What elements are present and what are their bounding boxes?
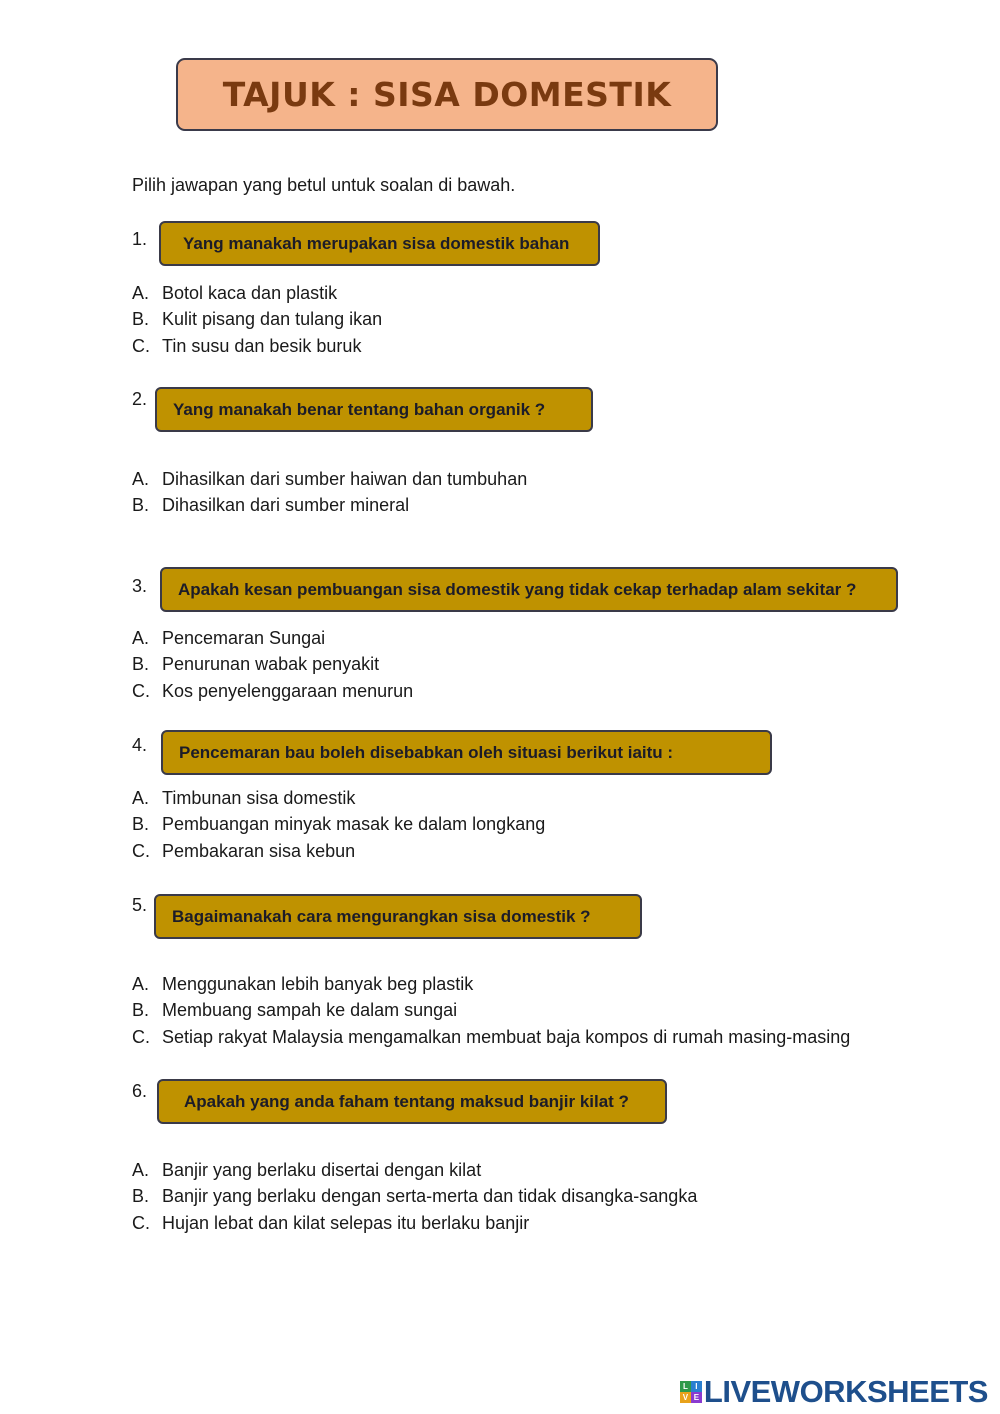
option-text: Tin susu dan besik buruk xyxy=(162,335,362,356)
option-item[interactable] xyxy=(132,971,850,998)
option-text: Dihasilkan dari sumber haiwan dan tumbuhan xyxy=(162,468,528,489)
option-item[interactable] xyxy=(132,1184,697,1211)
option-text: Menggunakan lebih banyak beg plastik xyxy=(162,973,474,994)
option-letter: B. xyxy=(132,309,150,330)
question-number: 4. xyxy=(132,735,148,755)
option-letter: C. xyxy=(132,840,150,861)
option-text: Pencemaran Sungai xyxy=(162,627,326,648)
question-box-5: Bagaimanakah cara mengurangkan sisa domestik ? xyxy=(154,894,642,939)
option-letter: C. xyxy=(132,680,150,701)
logo-tile: V xyxy=(680,1392,691,1403)
option-item[interactable] xyxy=(132,466,527,493)
option-letter: A. xyxy=(132,973,150,994)
question-number: 3. xyxy=(132,576,148,596)
logo-tile: I xyxy=(691,1381,702,1392)
option-item[interactable] xyxy=(132,1210,697,1237)
page-title: TAJUK : SISA DOMESTIK xyxy=(222,75,672,114)
option-letter: B. xyxy=(132,1186,150,1207)
option-item[interactable] xyxy=(132,307,382,334)
logo-tile: E xyxy=(691,1392,702,1403)
question-box-2: Yang manakah benar tentang bahan organik ? xyxy=(155,387,593,432)
option-item[interactable] xyxy=(132,493,527,520)
option-item[interactable] xyxy=(132,785,545,812)
option-letter: A. xyxy=(132,787,150,808)
question-box-4: Pencemaran bau boleh disebabkan oleh situasi berikut iaitu : xyxy=(161,730,772,775)
option-list-2 xyxy=(132,466,527,519)
option-letter: B. xyxy=(132,654,150,675)
option-text: Kulit pisang dan tulang ikan xyxy=(162,309,383,330)
option-list-1 xyxy=(132,280,382,360)
option-letter: B. xyxy=(132,814,150,835)
option-text: Setiap rakyat Malaysia mengamalkan membuat baja kompos di rumah masing-masing xyxy=(162,1026,851,1047)
brand-name: LIVEWORKSHEETS xyxy=(703,1374,988,1409)
title-banner xyxy=(176,58,718,131)
question-box-6: Apakah yang anda faham tentang maksud banjir kilat ? xyxy=(157,1079,667,1124)
option-item[interactable] xyxy=(132,1157,697,1184)
option-item[interactable] xyxy=(132,998,850,1025)
option-letter: C. xyxy=(132,1026,150,1047)
question-number: 2. xyxy=(132,389,148,409)
option-item[interactable] xyxy=(132,625,413,652)
option-text: Kos penyelenggaraan menurun xyxy=(162,680,414,701)
option-letter: C. xyxy=(132,1212,150,1233)
option-text: Membuang sampah ke dalam sungai xyxy=(162,1000,458,1021)
option-list-6 xyxy=(132,1157,697,1237)
option-list-5 xyxy=(132,971,850,1051)
liveworksheets-logo-icon xyxy=(680,1381,702,1403)
option-item[interactable] xyxy=(132,333,382,360)
option-letter: A. xyxy=(132,468,150,489)
option-letter: C. xyxy=(132,335,150,356)
option-item[interactable] xyxy=(132,812,545,839)
instruction-text: Pilih jawapan yang betul untuk soalan di bawah. xyxy=(132,175,516,195)
logo-tile: L xyxy=(680,1381,691,1392)
question-number: 1. xyxy=(132,229,148,249)
option-text: Hujan lebat dan kilat selepas itu berlaku banjir xyxy=(162,1212,530,1233)
option-item[interactable] xyxy=(132,652,413,679)
option-text: Banjir yang berlaku disertai dengan kilat xyxy=(162,1159,482,1180)
option-text: Pembuangan minyak masak ke dalam longkang xyxy=(162,814,546,835)
option-item[interactable] xyxy=(132,678,413,705)
option-list-4 xyxy=(132,785,545,865)
question-number: 5. xyxy=(132,895,148,915)
option-letter: A. xyxy=(132,282,150,303)
liveworksheets-brand[interactable] xyxy=(680,1374,988,1410)
question-box-1: Yang manakah merupakan sisa domestik bahan xyxy=(159,221,600,266)
option-text: Penurunan wabak penyakit xyxy=(162,654,380,675)
question-box-3: Apakah kesan pembuangan sisa domestik yang tidak cekap terhadap alam sekitar ? xyxy=(160,567,898,612)
option-letter: A. xyxy=(132,1159,150,1180)
option-list-3 xyxy=(132,625,413,705)
option-text: Botol kaca dan plastik xyxy=(162,282,338,303)
option-item[interactable] xyxy=(132,1024,850,1051)
question-number: 6. xyxy=(132,1081,148,1101)
option-text: Timbunan sisa domestik xyxy=(162,787,356,808)
option-text: Banjir yang berlaku dengan serta-merta dan tidak disangka-sangka xyxy=(162,1186,698,1207)
option-item[interactable] xyxy=(132,280,382,307)
option-letter: B. xyxy=(132,1000,150,1021)
option-text: Dihasilkan dari sumber mineral xyxy=(162,495,410,516)
option-letter: B. xyxy=(132,495,150,516)
option-letter: A. xyxy=(132,627,150,648)
option-item[interactable] xyxy=(132,838,545,865)
option-text: Pembakaran sisa kebun xyxy=(162,840,356,861)
